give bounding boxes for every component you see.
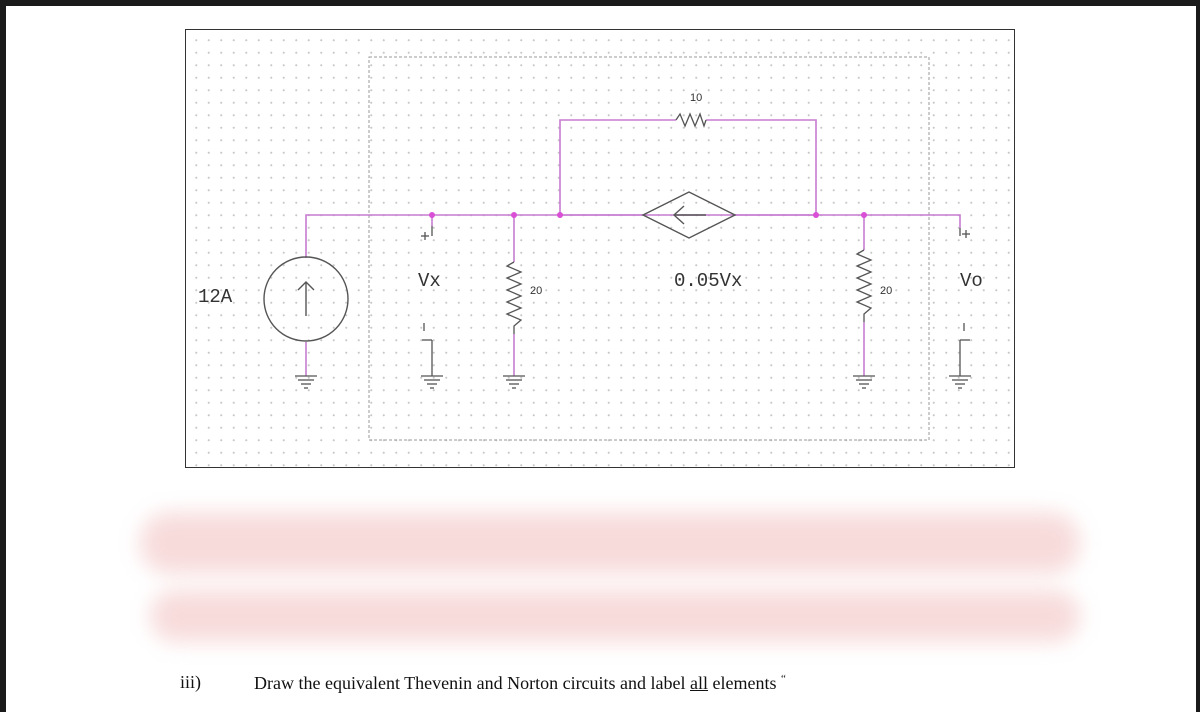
question-text-start: Draw the equivalent Thevenin and Norton circuits and label [254,673,691,693]
ground-source [295,376,317,388]
vo-probe [960,228,970,376]
selection-box [369,57,929,440]
ground-vo [949,376,971,388]
resistor-left-20 [507,262,521,334]
resistor-right-value: 20 [880,285,893,297]
vo-label: Vo [960,270,983,292]
current-source [264,257,348,341]
node-r-right [861,212,867,218]
redaction-blur [150,590,1080,642]
resistor-right-20 [857,250,871,322]
node-bridge-left [557,212,563,218]
dependent-source-label: 0.05Vx [674,270,743,292]
resistor-top-10 [676,114,706,126]
resistor-top-value: 10 [690,92,703,104]
resistor-left-value: 20 [530,285,543,297]
ground-vx [421,376,443,388]
wires [306,120,960,376]
question-number: iii) [180,672,201,692]
ground-r-left [503,376,525,388]
bridge-left-wire [560,120,676,215]
question-text-end: elements [708,673,777,693]
question-text [254,673,786,694]
trailing-mark: “ [781,673,786,685]
source-label: 12A [198,286,233,308]
question-text-underlined: all [690,673,709,693]
redaction-blur [140,512,1080,574]
node-r-left [511,212,517,218]
ground-r-right [853,376,875,388]
node-bridge-right [813,212,819,218]
bridge-right-wire [706,120,816,215]
vx-label: Vx [418,270,441,292]
vx-probe [421,226,432,376]
grounds [295,376,971,388]
node-vx [429,212,435,218]
